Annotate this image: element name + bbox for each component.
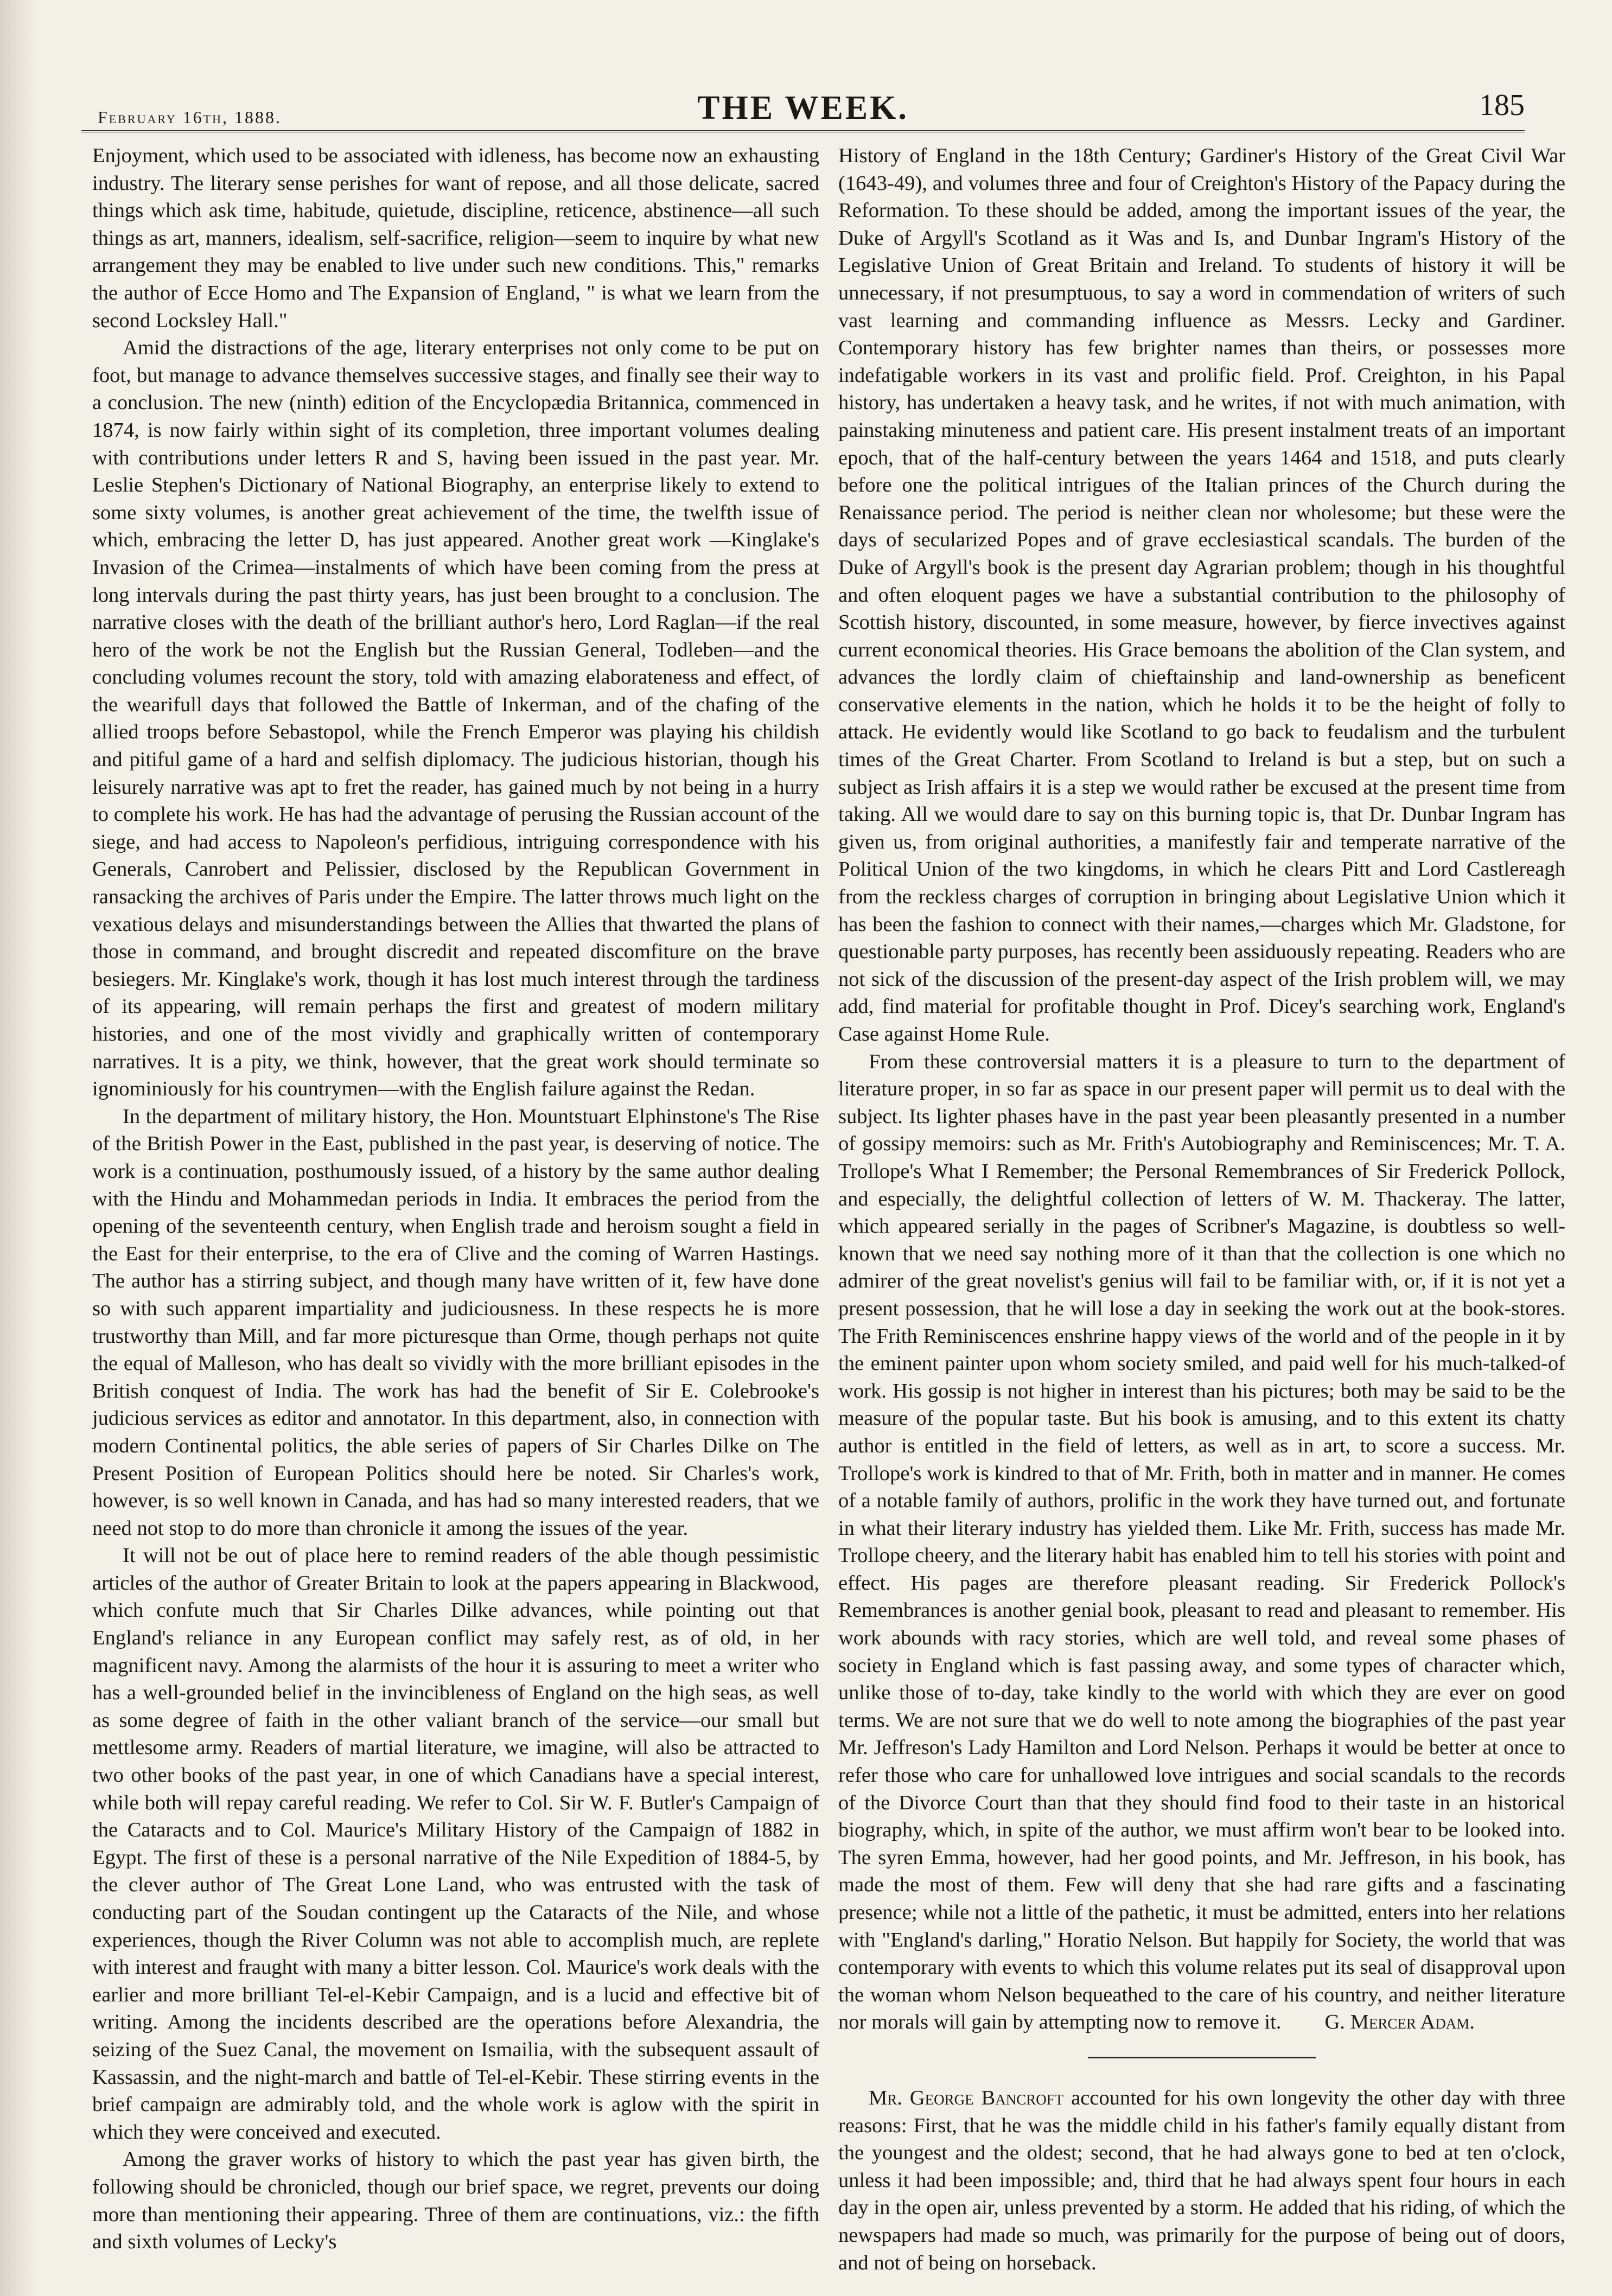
paragraph [838,2084,1565,2276]
paragraph: Amid the distractions of the age, literary enterprises not only come to be put on foot, but manage to advance themselves successive stages, and finally see their way to a conclusion. The new (ninth) edition of the Encyclopædia Britannica, commenced in 1874, is now fairly within sight of its completion, three important volumes dealing with contributions under letters R and S, having been issued in the past year. Mr. Leslie Stephen's Dictionary of National Biography, an enterprise likely to extend to some sixty volumes, is another great achievement of the time, the twelfth issue of which, embracing the letter D, has just appeared. Another great work —Kinglake's Invasion of the Crimea—instalments of which have been coming from the press at long intervals during the past thirty years, has just been brought to a conclusion. The narrative closes with the death of the brilliant author's hero, Lord Raglan—if the real hero of the work be not the English but the Russian General, Todleben—and the concluding volumes recount the story, told with amazing elaborateness and effect, of the wearifull days that followed the Battle of Inkerman, and of the chafing of the allied troops before Sebastopol, while the French Emperor was playing his childish and pitiful game of a hard and selfish diplomacy. The judicious historian, though his leisurely narrative was apt to fret the reader, has gained much by not being in a hurry to complete his work. He has had the advantage of perusing the Russian account of the siege, and had access to Napoleon's perfidious, intriguing correspondence with his Generals, Canrobert and Pelissier, disclosed by the Republican Government in ransacking the archives of Paris under the Empire. The latter throws much light on the vexatious delays and misunderstandings between the Allies that thwarted the plans of those in command, and brought discredit and repeated discomfiture on the brave besiegers. Mr. Kinglake's work, though it has lost much interest through the tardiness of its appearing, will remain perhaps the first and greatest of modern military histories, and one of the most vividly and graphically written of contemporary narratives. It is a pity, we think, however, that the great work should terminate so ignominiously for his countrymen—with the English failure against the Redan. [92,336,819,1101]
page-edge-shadow [0,0,38,2296]
header-rule [81,130,1525,132]
author-signature: G. Mercer Adam. [1324,2011,1475,2034]
page-number: 185 [1479,88,1525,122]
lead-in-name: Mr. George Bancroft [869,2086,1064,2109]
paragraph: History of England in the 18th Century; Gardiner's History of the Great Civil War (1643-49), and volumes three and four of Creighton's History of the Papacy during the Reformation. To these should be added, among the important issues of the year, the Duke of Argyll's Scotland as it Was and Is, and Dunbar Ingram's History of the Legislative Union of Great Britain and Ireland. To students of history it will be unnecessary, if not presumptuous, to say a word in commendation of writers of such vast learning and commanding influence as Messrs. Lecky and Gardiner. Contemporary history has few brighter names than theirs, or possesses more indefatigable workers in its vast and prolific field. Prof. Creighton, in his Papal history, has undertaken a heavy task, and he writes, if not with much animation, with painstaking minuteness and patient care. His present instalment treats of an important epoch, that of the half-century between the years 1464 and 1518, and puts clearly before one the political intrigues of the Italian princes of the Church during the Renaissance period. The period is neither clean nor wholesome; but these were the days of secularized Popes and of grave ecclesiastical scandals. The burden of the Duke of Argyll's book is the present day Agrarian problem; though in his thoughtful and often eloquent pages we have a substantial contribution to the philosophy of Scottish history, discounted, in some measure, however, by fierce invectives against current economical theories. His Grace bemoans the abolition of the Clan system, and advances the lordly claim of chieftainship and land-ownership as beneficent conservative elements in the nation, which he holds it to be the height of folly to attack. He evidently would like Scotland to go back to feudalism and the turbulent times of the Great Charter. From Scotland to Ireland is but a step, but on such a subject as Irish affairs it is a step we would rather be excused at the present time from taking. All we would dare to say on this burning topic is, that Dr. Dunbar Ingram has given us, from original authorities, a manifestly fair and temperate narrative of the Political Union of the two kingdoms, in which he clears Pitt and Lord Castlereagh from the reckless charges of corruption in bringing about Legislative Union which it has been the fashion to connect with their names,—charges which Mr. Gladstone, for questionable party purposes, has recently been assiduously repeating. Readers who are not sick of the discussion of the present-day aspect of the Irish problem will, we may add, find material for profitable thought in Prof. Dicey's searching work, England's Case against Home Rule. [838,144,1565,1045]
publication-title: THE WEEK. [697,90,909,126]
paragraph-text: From these controversial matters it is a pleasure to turn to the department of literature proper, in so far as space in our present paper will permit us to deal with the subject. Its lighter phases have in the past year been pleasantly presented in a number of gossipy memoirs: such as Mr. Frith's Autobiography and Reminiscences; Mr. T. A. Trollope's What I Remember; the Personal Remembrances of Sir Frederick Pollock, and especially, the delightful collection of letters of W. M. Thackeray. The latter, which appeared serially in the pages of Scribner's Magazine, is doubtless so well-known that we need say nothing more of it than that the collection is one which no admirer of the great novelist's genius will fail to be familiar with, or, if it is not yet a present possession, that he will lose a day in seeking the work out at the book-stores. The Frith Reminiscences enshrine happy views of the world and of the people in it by the eminent painter upon whom society smiled, and paid well for his much-talked-of work. His gossip is not higher in interest than his pictures; both may be said to be the measure of the popular taste. But his book is amusing, and to this extent its chatty author is entitled in the field of letters, as well as in art, to score a success. Mr. Trollope's work is kindred to that of Mr. Frith, both in matter and in manner. He comes of a notable family of authors, prolific in the work they have turned out, and fortunate in what their literary industry has yielded them. Like Mr. Frith, success has made Mr. Trollope cheery, and the literary habit has enabled him to tell his stories with point and effect. His pages are therefore pleasant reading. Sir Frederick Pollock's Remembrances is another genial book, pleasant to read and pleasant to remember. His work abounds with racy stories, which are well told, and reveal some phases of society in England which is fast passing away, and some types of character which, unlike those of to-day, take kindly to the world with which they are ever on good terms. We are not sure that we do well to note among the biographies of the past year Mr. Jeffreson's Lady Hamilton and Lord Nelson. Perhaps it would be better at once to refer those who care for unhallowed love intrigues and social scandals to the records of the Divorce Court than that they should find food to their taste in an historical biography, which, in spite of the author, we must affirm won't bear to be looked into. The syren Emma, however, had her good points, and Mr. Jeffreson, in his book, has made the most of them. Few will deny that she had rare gifts and a fascinating presence; while not a little of the pathetic, it must be admitted, enters into her relations with "England's darling," Horatio Nelson. But happily for Society, the world that was contemporary with events to which this volume relates put its seal of disapproval upon the woman whom Nelson bequeathed to the care of his country, and neither literature nor morals will gain by attempting now to remove it. [838,1050,1565,2034]
paragraph: Enjoyment, which used to be associated with idleness, has become now an exhausting industry. The literary sense perishes for want of repose, and all those delicate, sacred things which ask time, habitude, quietude, discipline, reticence, abstinence—all such things as art, manners, idealism, self-sacrifice, religion—seem to inquire by what new arrangement they may be enabled to live under such new conditions. This," remarks the author of Ecce Homo and The Expansion of England, " is what we learn from the second Locksley Hall." [92,144,819,332]
section-divider [1088,2057,1316,2058]
paragraph: Among the graver works of history to which the past year has given birth, the following should be chronicled, though our brief space, we regret, prevents our doing more than mentioning their appearing. Three of them are continuations, viz.: the fifth and sixth volumes of Lecky's [92,2148,819,2254]
paragraph: It will not be out of place here to remind readers of the able though pessimistic articles of the author of Greater Britain to look at the papers appearing in Blackwood, which confute much that Sir Charles Dilke advances, while pointing out that England's reliance in any European conflict may safely rest, as of old, in her magnificent navy. Among the alarmists of the hour it is assuring to meet a writer who has a well-grounded belief in the invincibleness of England on the high seas, as well as some degree of faith in the other valiant branch of the service—our small but mettlesome army. Readers of martial literature, we imagine, will also be attracted to two other books of the past year, in one of which Canadians have a special interest, while both will repay careful reading. We refer to Col. Sir W. F. Butler's Campaign of the Cataracts and to Col. Maurice's Military History of the Campaign of 1882 in Egypt. The first of these is a personal narrative of the Nile Expedition of 1884-5, by the clever author of The Great Lone Land, who was entrusted with the task of conducting part of the Soudan contingent up the Cataracts of the Nile, and whose experiences, though the River Column was not able to accomplish much, are replete with interest and fraught with many a bitter lesson. Col. Maurice's work deals with the earlier and more brilliant Tel-el-Kebir Campaign, and is a lucid and effective bit of writing. Among the incidents described are the operations before Alexandria, the seizing of the Suez Canal, the movement on Ismailia, with the subsequent assault of Kassassin, and the night-march and battle of Tel-el-Kebir. These stirring events in the brief campaign are admirably told, and the whole work is aglow with the spirit in which they were conceived and executed. [92,1544,819,2144]
right-column [838,142,1565,2276]
paragraph: In the department of military history, the Hon. Mountstuart Elphinstone's The Rise of the British Power in the East, published in the past year, is deserving of notice. The work is a continuation, posthumously issued, of a history by the same author dealing with the Hindu and Mohammedan periods in India. It embraces the period from the opening of the seventeenth century, when English trade and heroism sought a field in the East for their enterprise, to the era of Clive and the coming of Warren Hastings. The author has a stirring subject, and though many have written of it, few have done so with such apparent impartiality and judiciousness. In these respects he is more trustworthy than Mill, and far more picturesque than Orme, though perhaps not quite the equal of Malleson, who has dealt so vividly with the more brilliant episodes in the British conquest of India. The work has had the benefit of Sir E. Colebrooke's judicious services as editor and annotator. In this department, also, in connection with modern Continental politics, the able series of papers of Sir Charles Dilke on The Present Position of European Politics should here be noted. Sir Charles's work, however, is so well known in Canada, and has had so many interested readers, that we need not stop to do more than chronicle it among the issues of the year. [92,1105,819,1540]
left-column [92,142,819,2256]
paragraph [838,1048,1565,2036]
paragraph-text: accounted for his own longevity the other day with three reasons: First, that he was the middle child in his father's family equally distant from the youngest and the oldest; second, that he had always gone to bed at ten o'clock, unless it had been impossible; and, third that he had always spent four hours in each day in the open air, unless prevented by a storm. He added that his riding, of which the newspapers had made so much, was primarily for the purpose of being out of doors, and not of being on horseback. [838,2086,1565,2274]
issue-date: February 16th, 1888. [98,107,282,127]
